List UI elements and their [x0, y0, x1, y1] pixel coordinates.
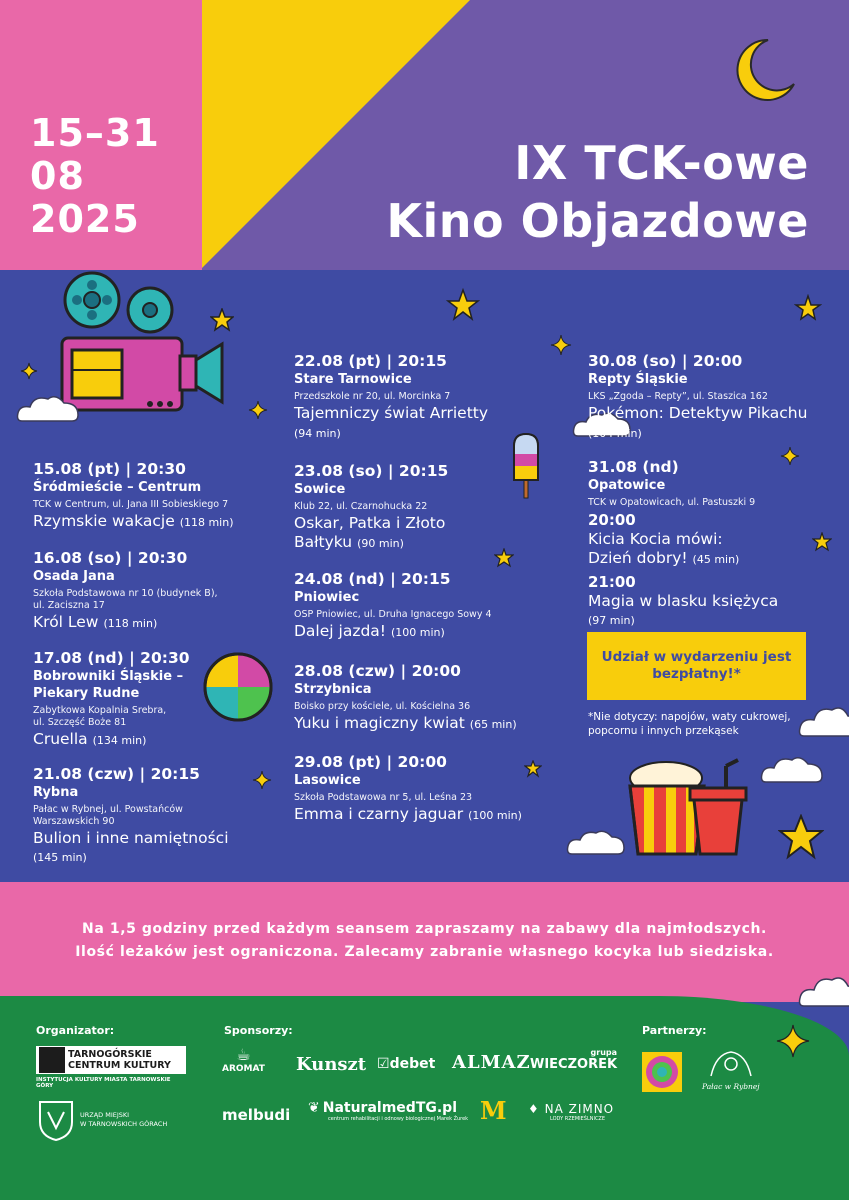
star-icon	[794, 294, 822, 322]
event-duration: (145 min)	[33, 851, 87, 864]
event-duration: (97 min)	[588, 614, 635, 627]
event-film: Pokémon: Detektyw Pikachu	[588, 404, 808, 422]
star-icon	[20, 362, 38, 380]
event-address: Zabytkowa Kopalnia Srebra, ul. Szczęść Boże 81	[33, 705, 167, 728]
event-duration: (118 min)	[179, 516, 234, 529]
sponsors-footer	[0, 996, 849, 1200]
event-17-08	[33, 649, 203, 750]
info-line-2: Ilość leżaków jest ograniczona. Zalecamy zabranie własnego kocyka lub siedziska.	[75, 944, 774, 960]
palac-w-rybnej-logo: Pałac w Rybnej	[702, 1048, 760, 1091]
star-icon	[776, 1024, 810, 1058]
event-datetime: 29.08 (pt) | 20:00	[294, 753, 447, 771]
event-film: Dalej jazda!	[294, 622, 387, 640]
event-duration: (104 min)	[588, 427, 642, 440]
event-duration: (100 min)	[390, 626, 445, 639]
event-address: OSP Pniowiec, ul. Druha Ignacego Sowy 4	[294, 609, 492, 620]
event-datetime: 15.08 (pt) | 20:30	[33, 460, 186, 478]
star-icon	[778, 814, 824, 860]
urzad-miejski-logo: URZĄD MIEJSKI W TARNOWSKICH GÓRACH	[36, 1098, 167, 1142]
beach-ball-icon	[202, 651, 274, 723]
star-icon	[210, 308, 234, 332]
event-duration: (94 min)	[294, 427, 341, 440]
event-location: Osada Jana	[33, 569, 115, 584]
schedule-section	[0, 270, 849, 882]
event-film: Cruella	[33, 730, 88, 748]
event-film: Kicia Kocia mówi: Dzień dobry!	[588, 530, 723, 567]
event-location: Rybna	[33, 785, 79, 800]
popsicle-icon	[511, 432, 541, 502]
event-address: Przedszkole nr 20, ul. Morcinka 7	[294, 391, 451, 402]
event-location: Pniowiec	[294, 590, 360, 605]
star-icon	[446, 288, 480, 322]
free-admission-box	[587, 632, 806, 700]
tck-logo-subtitle: INSTYTUCJA KULTURY MIASTA TARNOWSKIE GÓRY	[36, 1077, 171, 1089]
event-location: Sowice	[294, 482, 346, 497]
poster-title	[386, 134, 809, 250]
cloud-decoration	[16, 393, 82, 423]
dates-range: 15–31	[30, 111, 160, 155]
event-28-08	[294, 662, 564, 734]
star-icon	[248, 400, 268, 420]
event-address: Klub 22, ul. Czarnohucka 22	[294, 501, 428, 512]
cloud-decoration	[566, 828, 626, 856]
event-23-08	[294, 462, 504, 553]
ice-cream-icon: ♦	[528, 1102, 540, 1116]
aromat-logo: ☕ AROMAT	[222, 1045, 265, 1074]
event-datetime: 30.08 (so) | 20:00	[588, 352, 743, 370]
tck-logo-mark	[39, 1047, 65, 1073]
event-24-08	[294, 570, 544, 642]
event-duration: (90 min)	[357, 537, 404, 550]
tck-logo: TARNOGÓRSKIE CENTRUM KULTURY INSTYTUCJA KULTURY MIASTA TARNOWSKIE GÓRY	[36, 1046, 186, 1089]
title-line-1: IX TCK-owe	[514, 136, 809, 190]
event-film: Yuku i magiczny kwiat	[294, 714, 465, 732]
event-duration: (118 min)	[103, 617, 158, 630]
event-31-08	[588, 458, 823, 630]
event-film: Oskar, Patka i Złoto Bałtyku	[294, 514, 446, 551]
event-datetime: 17.08 (nd) | 20:30	[33, 649, 190, 667]
info-band	[0, 882, 849, 1002]
event-address: TCK w Centrum, ul. Jana III Sobieskiego 7	[33, 499, 229, 510]
palace-crest-icon	[706, 1048, 756, 1078]
star-icon	[550, 334, 572, 356]
free-admission-text: Udział w wydarzeniu jest bezpłatny!*	[601, 649, 792, 682]
event-location: Strzybnica	[294, 682, 372, 697]
event-address: Boisko przy kościele, ul. Kościelna 36	[294, 701, 471, 712]
event-location: Opatowice	[588, 478, 666, 493]
event-location: Bobrowniki Śląskie – Piekary Rudne	[33, 669, 184, 701]
event-21-08	[33, 765, 273, 867]
show-time: 20:00	[588, 511, 636, 529]
event-datetime: 31.08 (nd)	[588, 458, 679, 476]
event-location: Repty Śląskie	[588, 372, 688, 387]
wieczorek-logo: grupa WIECZOREK	[530, 1048, 618, 1072]
event-film: Emma i czarny jaguar	[294, 805, 464, 823]
event-film: Król Lew	[33, 613, 99, 631]
event-datetime: 16.08 (so) | 20:30	[33, 549, 188, 567]
event-address: Pałac w Rybnej, ul. Powstańców Warszawskich 90	[33, 804, 183, 827]
popcorn-and-drink-icon	[626, 758, 752, 856]
melbudi-logo: melbudi	[222, 1106, 291, 1124]
info-line-1: Na 1,5 godziny przed każdym seansem zapraszamy na zabawy dla najmłodszych.	[82, 921, 767, 937]
coffee-cup-icon: ☕	[236, 1045, 251, 1064]
event-datetime: 22.08 (pt) | 20:15	[294, 352, 447, 370]
na-zimno-logo: ♦ NA ZIMNO LODY RZEMIEŚLNICZE	[528, 1102, 615, 1122]
dates-month: 08	[30, 154, 85, 198]
cloud-decoration	[798, 974, 849, 1010]
event-datetime: 21.08 (czw) | 20:15	[33, 765, 200, 783]
event-datetime: 23.08 (so) | 20:15	[294, 462, 449, 480]
leaf-icon: ❦	[308, 1100, 320, 1116]
show-time: 21:00	[588, 573, 636, 591]
partners-label: Partnerzy:	[642, 1024, 707, 1037]
info-text	[0, 918, 849, 964]
event-address: Szkoła Podstawowa nr 10 (budynek B), ul. Zaciszna 17	[33, 588, 218, 611]
event-duration: (100 min)	[468, 809, 522, 822]
event-film: Magia w blasku księżyca	[588, 592, 779, 610]
event-address: LKS „Zgoda – Repty”, ul. Staszica 162	[588, 391, 768, 402]
debet-logo: ☑debet	[377, 1056, 436, 1072]
checkbox-icon: ☑	[377, 1056, 390, 1072]
event-location: Lasowice	[294, 773, 361, 788]
naturalmed-logo: ❦ NaturalmedTG.pl centrum rehabilitacji i odnowy biologicznej Marek Żurek	[308, 1100, 469, 1122]
almaz-logo: ALMAZ	[452, 1052, 531, 1073]
event-29-08	[294, 753, 564, 825]
festival-dates	[30, 112, 160, 241]
event-30-08	[588, 352, 813, 443]
event-location: Śródmieście – Centrum	[33, 480, 202, 495]
event-film: Tajemniczy świat Arrietty	[294, 404, 489, 422]
event-16-08	[33, 549, 293, 633]
cloud-decoration	[760, 754, 826, 784]
event-datetime: 24.08 (nd) | 20:15	[294, 570, 451, 588]
event-location: Stare Tarnowice	[294, 372, 412, 387]
kunszt-logo: Kunszt	[296, 1054, 367, 1075]
event-duration: (65 min)	[469, 718, 517, 731]
event-datetime: 28.08 (czw) | 20:00	[294, 662, 461, 680]
event-15-08	[33, 460, 293, 532]
dates-year: 2025	[30, 197, 140, 241]
free-admission-note: *Nie dotyczy: napojów, waty cukrowej, popcornu i innych przekąsek	[588, 711, 791, 737]
partner-colorful-logo	[642, 1052, 682, 1092]
organizer-label: Organizator:	[36, 1024, 115, 1037]
mcdonalds-logo-icon: M	[480, 1096, 507, 1125]
event-film: Rzymskie wakacje	[33, 512, 175, 530]
title-line-2: Kino Objazdowe	[386, 194, 809, 248]
event-duration: (134 min)	[92, 734, 147, 747]
sponsors-label: Sponsorzy:	[224, 1024, 293, 1037]
coat-of-arms-icon	[36, 1098, 76, 1142]
event-22-08	[294, 352, 494, 443]
moon-icon	[728, 36, 798, 106]
event-film: Bulion i inne namiętności	[33, 829, 229, 847]
event-duration: (45 min)	[692, 553, 740, 566]
event-address: Szkoła Podstawowa nr 5, ul. Leśna 23	[294, 792, 473, 803]
event-address: TCK w Opatowicach, ul. Pastuszki 9	[588, 497, 756, 508]
header	[0, 0, 849, 270]
